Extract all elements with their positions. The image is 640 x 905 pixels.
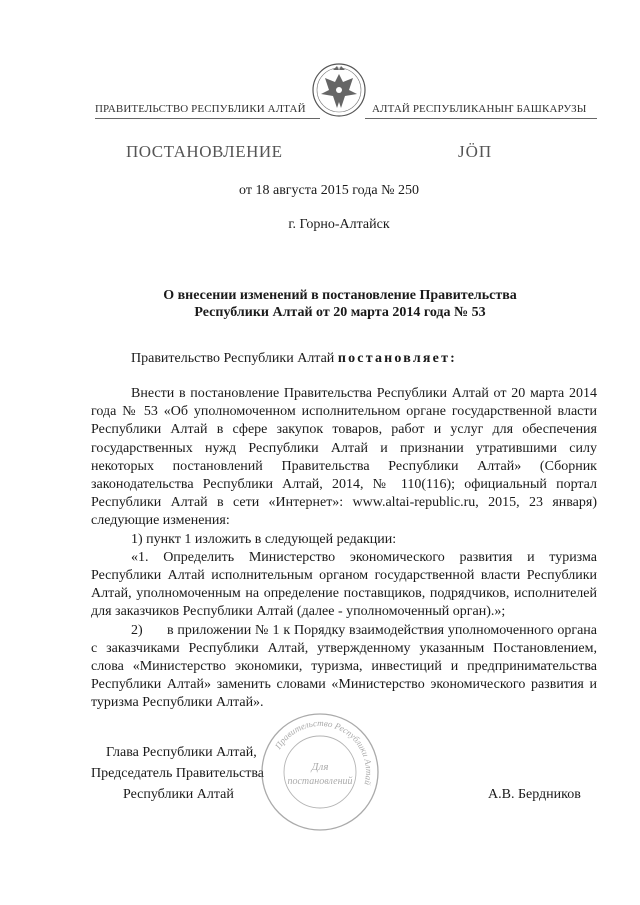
doc-type-alt: ЈӦП [458, 142, 493, 161]
stamp-center-line1: Для [311, 761, 329, 773]
document-date-number: от 18 августа 2015 года № 250 [239, 183, 419, 198]
title-line: Республики Алтай от 20 марта 2014 года № 53 [194, 305, 486, 320]
decree-statement [131, 351, 457, 367]
doc-type-ru: ПОСТАНОВЛЕНИЕ [126, 142, 283, 161]
title-line: О внесении изменений в постановление Правительства [163, 288, 517, 303]
paragraph-item1-head: 1) пункт 1 изложить в следующей редакции: [131, 531, 397, 547]
header-divider-right [365, 118, 597, 119]
signer-title-line2: Председатель Правительства [91, 766, 264, 781]
paragraph-intro: Внести в постановление Правительства Республики Алтай от 20 марта 2014 года № 53 «Об уполномоченном исполнительном органе государственной власти Республики Алтай в сфере закупок товаров, работ и услуг для обеспечения государственных нужд Республики Алтай и признании утратившими силу некоторых постановлений Правительства Республики Алтай» (Сборник законодательства Республики Алтай, 2014, № 110(116); официальный портал Республики Алтай в сети «Интернет»: www.altai-republic.ru, 2015, 23 января) следующие изменения: [91, 386, 597, 529]
item2-number: 2) [131, 622, 143, 638]
stamp-center-line2: постановлений [287, 776, 353, 787]
signer-name: А.В. Бердников [488, 787, 581, 802]
stamp-ring-text: Правительство Республики Алтай [272, 717, 375, 787]
official-stamp-icon [259, 711, 381, 833]
document-city: г. Горно-Алтайск [288, 217, 390, 232]
document-title [100, 287, 580, 321]
signer-title-line3: Республики Алтай [123, 787, 234, 802]
item2-text: в приложении № 1 к Порядку взаимодействия уполномоченного органа с заказчиками Республики Алтай, утвержденному указанным Постановлением, слова «Министерство экономики, туризма, инвестиций и предпринимательства Республики Алтай» заменить словами «Министерство экономического развития и туризма Республики Алтай». [91, 622, 597, 711]
paragraph-item2 [91, 622, 597, 713]
header-government-ru: ПРАВИТЕЛЬСТВО РЕСПУБЛИКИ АЛТАЙ [95, 103, 306, 115]
header-divider-left [95, 118, 320, 119]
document-body [91, 385, 597, 713]
signer-title-line1: Глава Республики Алтай, [106, 745, 257, 760]
coat-of-arms-eagle-icon [311, 60, 367, 122]
decree-subject: Правительство Республики Алтай [131, 351, 338, 366]
paragraph-item1-text: «1. Определить Министерство экономического развития и туризма Республики Алтай исполнительным органом государственной власти Республики Алтай, уполномоченным на определение поставщиков, подрядчиков, исполнителей для заказчиков Республики Алтай (далее - уполномоченный орган).»; [91, 549, 597, 620]
header-government-alt: АЛТАЙ РЕСПУБЛИКАНЫҤ БАШКАРУЗЫ [372, 103, 587, 115]
decree-verb: постановляет: [337, 351, 458, 366]
